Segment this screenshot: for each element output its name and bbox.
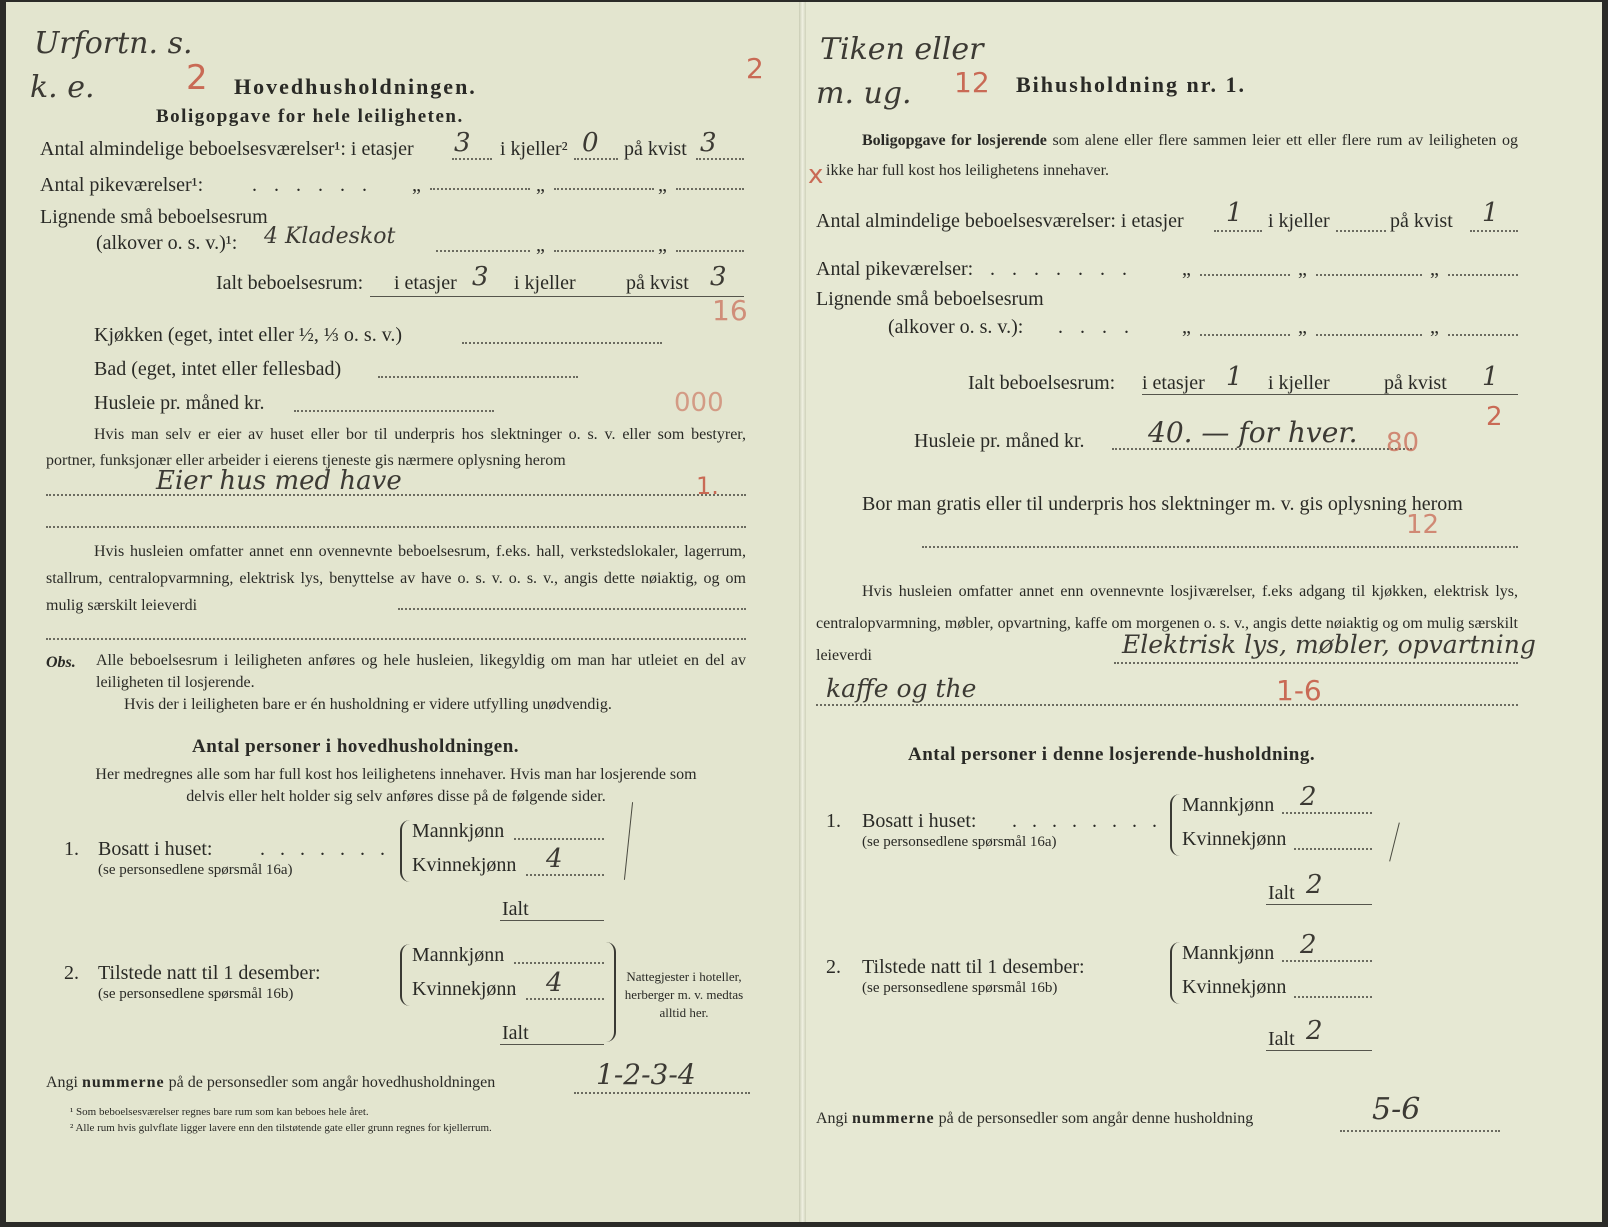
q1-number: 1. [826, 810, 841, 832]
alkover-label-a: Lignende små beboelsesrum [816, 288, 1044, 310]
field-line [1448, 334, 1518, 336]
q2-label: Tilstede natt til 1 desember: [862, 956, 1085, 978]
underline [1142, 394, 1518, 395]
brace [1170, 794, 1180, 856]
field-line [46, 526, 746, 528]
ialt-etasjer-label: i etasjer [1142, 372, 1205, 394]
pike-dots: . . . . . . [252, 174, 373, 196]
underline [1266, 1050, 1372, 1051]
margin-note-1: Urfortn. s. [34, 26, 193, 61]
rooms-kjeller-value: 0 [582, 128, 599, 158]
angi-text [46, 1074, 495, 1092]
q2-number: 2. [826, 956, 841, 978]
q1-mann-label: Mannkjønn [412, 820, 505, 842]
bad-label: Bad (eget, intet eller fellesbad) [94, 358, 342, 380]
field-line [1282, 812, 1372, 814]
intro-rest: som alene eller flere sammen leier ett eller flere rum av leiligheten og ikke har full kost hos leilighetens innehaver. [826, 132, 1519, 179]
page-title: Bihusholdning nr. 1. [1016, 72, 1246, 97]
obs-text: Alle beboelsesrum i leiligheten anføres og hele husleien, likegyldig om man har utleiet en del av leiligheten til losjerende. [96, 652, 746, 691]
q1-number: 1. [64, 838, 79, 860]
margin-note-2: k. e. [30, 70, 95, 105]
intro-bold: Boligopgave for losjerende [862, 132, 1047, 149]
field-line [1316, 334, 1422, 336]
page-fold [799, 2, 806, 1222]
rooms-kvist-label: på kvist [1390, 210, 1453, 232]
alkover-label-a: Lignende små beboelsesrum [40, 206, 268, 228]
q2-label: Tilstede natt til 1 desember: [98, 962, 321, 984]
q2-ialt-label: Ialt [502, 1022, 529, 1044]
ialt-kjeller-label: i kjeller [1268, 372, 1330, 394]
persons-title: Antal personer i hovedhusholdningen. [192, 736, 520, 757]
field-line [1448, 274, 1518, 276]
left-page-hovedhusholdning [6, 2, 799, 1222]
underline [500, 920, 604, 921]
red-mark-80: 80 [1386, 428, 1420, 458]
field-line [452, 158, 492, 160]
q1-kvinne-value: 4 [546, 844, 563, 874]
red-mark-12: 12 [954, 66, 990, 99]
rooms-kvist-value: 3 [700, 128, 717, 158]
angi-b: nummerne [852, 1110, 935, 1127]
field-line [294, 410, 494, 412]
q2-number: 2. [64, 962, 79, 984]
ialt-kvist-value: 1 [1482, 362, 1499, 392]
brace [400, 944, 410, 1006]
q2-sub: (se personsedlene spørsmål 16b) [862, 980, 1058, 996]
field-line [1340, 1130, 1500, 1132]
check-stroke [624, 802, 633, 880]
pike-label: Antal pikeværelser: [816, 258, 974, 280]
ialt-etasjer-label: i etasjer [394, 272, 457, 294]
alkover-label-b: (alkover o. s. v.): [888, 316, 1024, 338]
field-line [378, 376, 578, 378]
obs-text-2: Hvis der i leiligheten bare er én husholdning er videre utfylling unødvendig. [124, 696, 612, 713]
persons-title: Antal personer i denne losjerende-husholdning. [908, 744, 1316, 765]
brace [1170, 942, 1180, 1004]
field-line [1294, 996, 1372, 998]
omfatter-instruction: Hvis husleien omfatter annet enn ovennevnte beboelsesrum, f.eks. hall, verkstedslokaler, lagerrum, stallrum, centralopvarmning, elektrisk lys, benyttelse av have o. s. v. o. s. v., angis dette nøiaktig, og om mulig særskilt leieverdi [46, 543, 746, 614]
rooms-kjeller-label: i kjeller² [500, 138, 568, 160]
omfatter-instruction: Hvis husleien omfatter annet enn ovennevnte losjiværelser, f.eks adgang til kjøkken, elektrisk lys, centralopvarmning, møbler, opvartning, kaffe om morgenen o. s. v., angis dette nøiaktig og om mulig særskilt leieverdi [816, 583, 1518, 664]
ialt-kvist-label: på kvist [626, 272, 689, 294]
ialt-rooms-label: Ialt beboelsesrum: [216, 272, 364, 294]
margin-note-1: Tiken eller [820, 32, 984, 67]
field-line [1282, 960, 1372, 962]
q1-dots: . . . . . . . [260, 838, 390, 860]
field-line [1112, 448, 1412, 450]
ialt-etasjer-value: 3 [472, 262, 489, 292]
footnote-1: ¹ Som beboelsesværelser regnes bare rum som kan beboes hele året. [70, 1106, 369, 1118]
footnote-2: ² Alle rum hvis gulvflate ligger lavere enn den tilstøtende gate eller grunn regnes for kjellerrum. [70, 1122, 492, 1134]
persons-text: Her medregnes alle som har full kost hos leilighetens innehaver. Hvis man har losjerende som delvis eller helt holder sig selv anføres disse på de følgende sider. [95, 766, 697, 805]
q1-kvinne-label: Kvinnekjønn [1182, 828, 1287, 850]
rooms-label: Antal almindelige beboelsesværelser: i etasjer [816, 210, 1184, 232]
red-mark-1-6: 1-6 [1276, 674, 1322, 707]
eier-instruction: Hvis man selv er eier av huset eller bor til underpris hos slektninger o. s. v. eller som bestyrer, portner, funksjonær eller arbeider i eierens tjeneste gis nærmere oplysning herom [46, 426, 746, 469]
ditto-mark: „ [1430, 258, 1439, 280]
rooms-label: Antal almindelige beboelsesværelser¹: i etasjer [40, 138, 414, 160]
census-sheet [6, 2, 1602, 1222]
q2-mann-label: Mannkjønn [1182, 942, 1275, 964]
q2-kvinne-value: 4 [546, 968, 563, 998]
alkover-label-b: (alkover o. s. v.)¹: [96, 232, 238, 254]
red-mark-000: 000 [674, 388, 724, 418]
field-line [436, 250, 530, 252]
angi-a: Angi [816, 1110, 848, 1127]
ialt-kjeller-label: i kjeller [514, 272, 576, 294]
field-line [1316, 274, 1422, 276]
q1-ialt-label: Ialt [1268, 882, 1295, 904]
pike-dots: . . . . . . . [990, 258, 1133, 280]
field-line [1114, 662, 1518, 664]
field-line [1294, 848, 1372, 850]
field-line [696, 158, 744, 160]
field-line [398, 608, 746, 610]
field-line [554, 250, 654, 252]
q1-dots: . . . . . . . . [1012, 810, 1162, 832]
page-subtitle: Boligopgave for hele leiligheten. [156, 106, 464, 127]
field-line [1214, 230, 1262, 232]
field-line [46, 494, 746, 496]
angi-value: 1-2-3-4 [596, 1058, 696, 1091]
rooms-etasjer-value: 3 [454, 128, 471, 158]
q2-ialt-value: 2 [1306, 1016, 1323, 1046]
alkover-dots: . . . . [1058, 316, 1135, 338]
q1-mann-label: Mannkjønn [1182, 794, 1275, 816]
check-stroke [1389, 822, 1400, 861]
omfatter-value-2: kaffe og the [826, 674, 977, 703]
red-mark-number: 2 [186, 58, 208, 98]
field-line [514, 962, 604, 964]
ditto-mark: „ [412, 174, 421, 196]
q2-kvinne-label: Kvinnekjønn [1182, 976, 1287, 998]
q1-label: Bosatt i huset: [862, 810, 977, 832]
q2-sub: (se personsedlene spørsmål 16b) [98, 986, 294, 1002]
q1-mann-value: 2 [1300, 782, 1317, 812]
ditto-mark: „ [658, 174, 667, 196]
omfatter-value-1: Elektrisk lys, møbler, opvartning [1122, 630, 1536, 659]
q2-ialt-label: Ialt [1268, 1028, 1295, 1050]
field-line [554, 188, 654, 190]
field-line [514, 838, 604, 840]
underline [370, 296, 744, 297]
field-line [46, 638, 746, 640]
margin-note-2: m. ug. [816, 76, 912, 111]
husleie-label: Husleie pr. måned kr. [94, 392, 265, 414]
brace [400, 820, 410, 882]
field-line [526, 874, 604, 876]
ditto-mark: „ [1298, 316, 1307, 338]
red-mark-16: 16 [712, 294, 748, 327]
field-line [1336, 230, 1386, 232]
field-line [526, 998, 604, 1000]
underline [500, 1044, 604, 1045]
red-mark-2: 2 [1486, 402, 1503, 432]
rooms-kvist-value: 1 [1482, 198, 1499, 228]
ditto-mark: „ [1298, 258, 1307, 280]
q1-sub: (se personsedlene spørsmål 16a) [98, 862, 293, 878]
field-line [574, 158, 618, 160]
angi-a: Angi [46, 1074, 78, 1091]
angi-c: på de personsedler som angår hovedhusholdningen [168, 1074, 496, 1091]
husleie-value: 40. — for hver. [1148, 416, 1358, 449]
page-title: Hovedhusholdningen. [234, 74, 477, 99]
obs-label: Obs. [46, 654, 76, 671]
field-line [676, 188, 744, 190]
ditto-mark: „ [1182, 258, 1191, 280]
ialt-etasjer-value: 1 [1226, 362, 1243, 392]
q2-kvinne-label: Kvinnekjønn [412, 978, 517, 1000]
alkover-value: 4 Kladeskot [264, 224, 396, 249]
q2-mann-label: Mannkjønn [412, 944, 505, 966]
angi-c: på de personsedler som angår denne husholdning [938, 1110, 1254, 1127]
red-mark-1: 1. [696, 472, 719, 500]
ditto-mark: „ [536, 234, 545, 256]
right-page-bihusholdning [806, 2, 1602, 1222]
field-line [1470, 230, 1518, 232]
pike-label: Antal pikeværelser¹: [40, 174, 204, 196]
q1-ialt-value: 2 [1306, 870, 1323, 900]
field-line [1200, 274, 1290, 276]
ialt-kvist-value: 3 [710, 262, 727, 292]
q1-sub: (se personsedlene spørsmål 16a) [862, 834, 1057, 850]
field-line [816, 704, 1518, 706]
ditto-mark: „ [1430, 316, 1439, 338]
ialt-kvist-label: på kvist [1384, 372, 1447, 394]
brace [606, 942, 616, 1042]
ditto-mark: „ [536, 174, 545, 196]
field-line [1200, 334, 1290, 336]
underline [1266, 904, 1372, 905]
red-mark-corner: 2 [746, 52, 764, 85]
eier-value: Eier hus med have [156, 466, 402, 496]
natt-note: Nattegjester i hoteller, herberger m. v. medtas alltid her. [624, 969, 744, 1020]
angi-value: 5-6 [1372, 1092, 1421, 1127]
husleie-label: Husleie pr. måned kr. [914, 430, 1085, 452]
ialt-rooms-label: Ialt beboelsesrum: [968, 372, 1116, 394]
q1-kvinne-label: Kvinnekjønn [412, 854, 517, 876]
angi-b: nummerne [82, 1074, 165, 1091]
red-mark-x: x [808, 160, 824, 190]
gratis-instruction: Bor man gratis eller til underpris hos slektninger m. v. gis oplysning herom [862, 493, 1463, 515]
rooms-etasjer-value: 1 [1226, 198, 1243, 228]
kjokken-label: Kjøkken (eget, intet eller ½, ⅓ o. s. v.) [94, 324, 403, 346]
field-line [462, 342, 662, 344]
intro-text [826, 126, 1518, 186]
angi-text [816, 1110, 1253, 1128]
rooms-kvist-label: på kvist [624, 138, 687, 160]
rooms-kjeller-label: i kjeller [1268, 210, 1330, 232]
field-line [676, 250, 744, 252]
field-line [430, 188, 530, 190]
q1-label: Bosatt i huset: [98, 838, 213, 860]
q1-ialt-label: Ialt [502, 898, 529, 920]
field-line [574, 1092, 750, 1094]
field-line [922, 546, 1518, 548]
ditto-mark: „ [658, 234, 667, 256]
q2-mann-value: 2 [1300, 930, 1317, 960]
ditto-mark: „ [1182, 316, 1191, 338]
red-mark-12b: 12 [1406, 510, 1440, 540]
